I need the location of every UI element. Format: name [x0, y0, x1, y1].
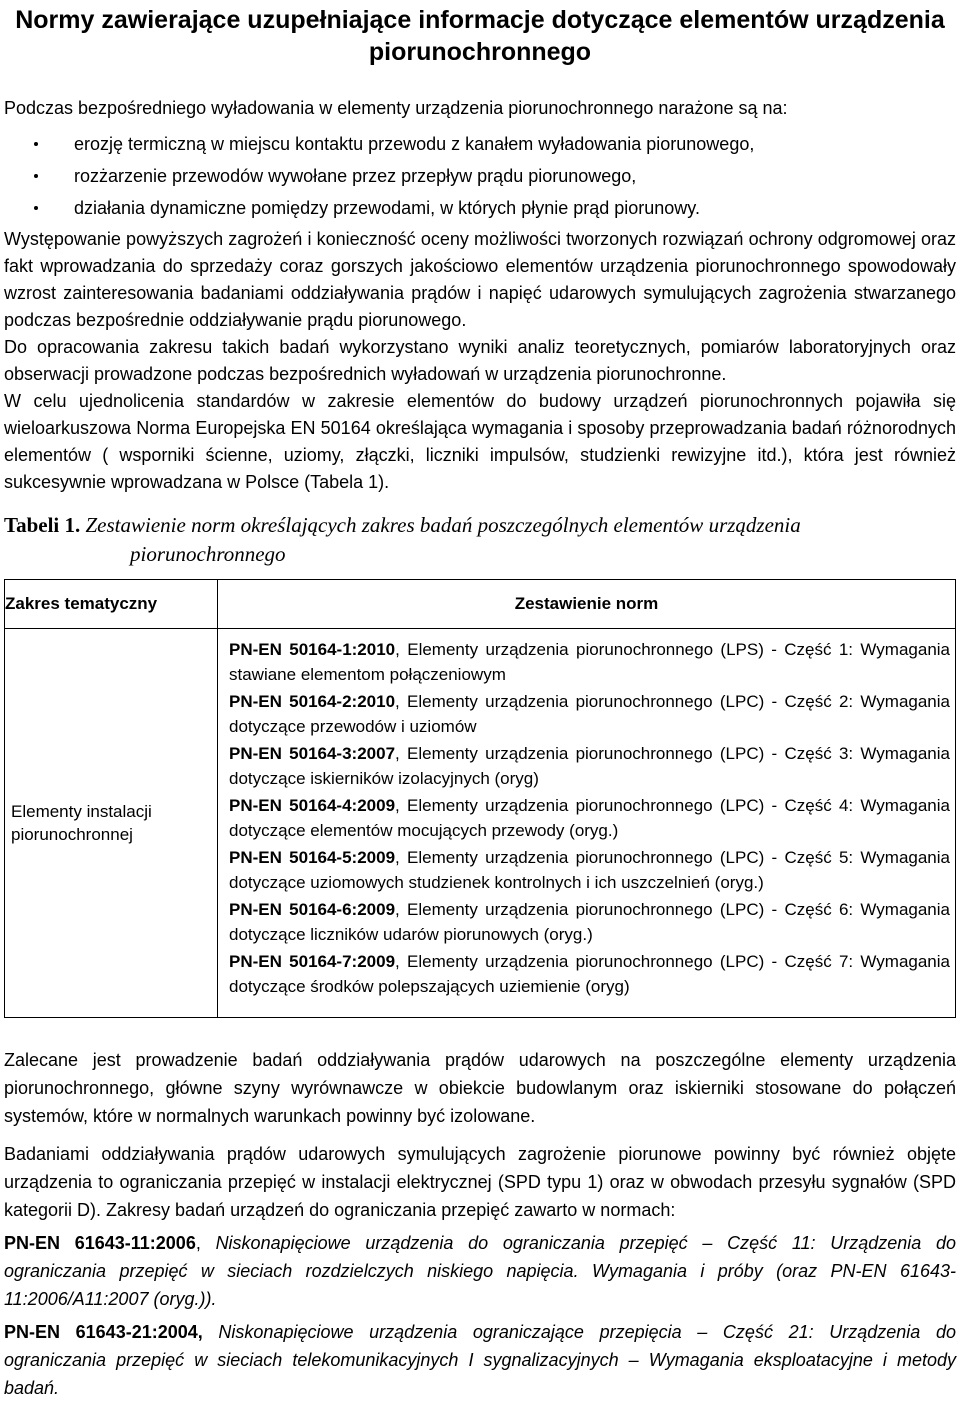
norm-reference-code: PN-EN 61643-21:2004, [4, 1322, 203, 1342]
norm-description: , Elementy urządzenia piorunochronnego (LPC) - Część 4: Wymagania dotyczące elementów mocujących przewody (oryg.) [229, 796, 950, 840]
table-cell-norm-list [218, 629, 956, 1018]
norm-entry [229, 689, 950, 739]
norm-code: PN-EN 50164-4:2009 [229, 796, 396, 815]
norm-reference [4, 1318, 956, 1402]
body-paragraph: Występowanie powyższych zagrożeń i konieczność oceny możliwości tworzonych rozwiązań ochrony odgromowej oraz fakt wprowadzania do sprzedaży coraz gorszych jakościowo elementów urządzenia piorunochronnego spowodowały wzrost zainteresowania badaniami oddziaływania prądów i napięć udarowych symulujących zagrożenia stwarzanego podczas bezpośrednie oddziaływanie prądu piorunowego. [4, 229, 956, 330]
norm-code: PN-EN 50164-5:2009 [229, 848, 396, 867]
body-paragraph: W celu ujednolicenia standardów w zakresie elementów do budowy urządzeń piorunochronnych pojawiła się wieloarkuszowa Norma Europejska EN 50164 określająca wymagania i sposoby przeprowadzania badań różnorodnych elementów ( wsporniki ścienne, uziomy, złączki, liczniki impulsów, studzienki rewizyjne itd.), która jest również sukcesywnie wprowadzana w Polsce (Tabela 1). [4, 391, 956, 492]
table-caption [4, 511, 956, 569]
bullet-item: rozżarzenie przewodów wywołane przez przepływ prądu piorunowego, [4, 160, 956, 192]
body-paragraph: Zalecane jest prowadzenie badań oddziaływania prądów udarowych na poszczególne elementy urządzenia piorunochronnego, główne szyny wyrównawcze w obiekcie budowlanym oraz iskierniki stosowane do połączeń systemów, które w normalnych warunkach powinny być izolowane. [4, 1050, 956, 1126]
norm-entry [229, 949, 950, 999]
norm-description: , Elementy urządzenia piorunochronnego (LPC) - Część 5: Wymagania dotyczące uziomowych studzienek kontrolnych i ich uszczelnień (oryg.) [229, 848, 950, 892]
norm-code: PN-EN 50164-3:2007 [229, 744, 396, 763]
table-header-row [5, 580, 956, 629]
bullet-dot-icon [34, 206, 38, 210]
body-paragraph: Do opracowania zakresu takich badań wykorzystano wyniki analiz teoretycznych, pomiarów laboratoryjnych oraz obserwacji prowadzone podczas bezpośrednich wyładowań w urządzenia piorunochronne. [4, 337, 956, 384]
column-header-topic: Zakres tematyczny [5, 580, 218, 629]
bullet-dot-icon [34, 142, 38, 146]
bullet-item: erozję termiczną w miejscu kontaktu przewodu z kanałem wyładowania piorunowego, [4, 128, 956, 160]
page-title: Normy zawierające uzupełniające informacje dotyczące elementów urządzenia piorunochronnego [15, 6, 945, 66]
bullet-dot-icon [34, 174, 38, 178]
norm-entry [229, 845, 950, 895]
norm-description: , Elementy urządzenia piorunochronnego (LPC) - Część 2: Wymagania dotyczące przewodów i uziomów [229, 692, 950, 736]
norm-reference-description: Niskonapięciowe urządzenia ograniczające przepięcia – Część 21: Urządzenia do ograniczania przepięć w sieciach telekomunikacyjnych I sygnalizacyjnych – Wymagania eksploatacyjne i metody badań. [4, 1322, 956, 1398]
norm-reference-description: Niskonapięciowe urządzenia do ograniczania przepięć – Część 11: Urządzenia do ograniczania przepięć w sieciach rozdzielczych niskiego napięcia. Wymagania i próby (oraz PN-EN 61643-11:2006/A11:2007 (oryg.)). [4, 1233, 956, 1309]
table-caption-text-continued: piorunochronnego [130, 542, 286, 566]
norm-description: , Elementy urządzenia piorunochronnego (LPS) - Część 1: Wymagania stawiane elementom połączeniowym [229, 640, 951, 684]
bullet-list [4, 128, 956, 224]
document-page [4, 0, 956, 1407]
norm-code: PN-EN 50164-1:2010 [229, 640, 396, 659]
norm-code: PN-EN 50164-6:2009 [229, 900, 396, 919]
norm-entry [229, 741, 950, 791]
body-paragraph: Badaniami oddziaływania prądów udarowych symulujących zagrożenie piorunowe powinny być również objęte urządzenia to ograniczania przepięć w instalacji elektrycznej (SPD typu 1) oraz w obwodach przesyłu sygnałów (SPD kategorii D). Zakresy badań urządzeń do ograniczania przepięć zawarto w normach: [4, 1144, 956, 1220]
table-caption-text: Zestawienie norm określających zakres badań poszczególnych elementów urządzenia [85, 513, 801, 537]
norm-reference: PN-EN 61643-11:2006, Niskonapięciowe urządzenia do ograniczania przepięć – Część 11: Urządzenia do ograniczania przepięć w sieciach rozdzielczych niskiego napięcia. Wymagania i próby (oraz PN-EN 61643-11:2006/A11:2007 (oryg.)). [4, 1233, 956, 1309]
norm-description: , Elementy urządzenia piorunochronnego (LPC) - Część 6: Wymagania dotyczące liczników udarów piorunowych (oryg.) [229, 900, 950, 944]
bullet-item: działania dynamiczne pomiędzy przewodami, w których płynie prąd piorunowy. [4, 192, 956, 224]
closing-section [4, 1046, 956, 1402]
norm-reference-code: PN-EN 61643-11:2006 [4, 1233, 196, 1253]
norm-code: PN-EN 50164-2:2010 [229, 692, 396, 711]
table-row [5, 629, 956, 1018]
norm-entry [229, 637, 950, 687]
intro-paragraph: Podczas bezpośredniego wyładowania w elementy urządzenia piorunochronnego narażone są na: [4, 98, 788, 118]
norm-entry [229, 897, 950, 947]
norms-table [4, 579, 956, 1018]
norm-code: PN-EN 50164-7:2009 [229, 952, 396, 971]
norm-entry [229, 793, 950, 843]
norm-description: , Elementy urządzenia piorunochronnego (LPC) - Część 7: Wymagania dotyczące środków polepszających uziemienie (oryg) [229, 952, 950, 996]
table-caption-label: Tabeli 1. [4, 513, 81, 537]
norm-description: , Elementy urządzenia piorunochronnego (LPC) - Część 3: Wymagania dotyczące iskierników izolacyjnych (oryg) [229, 744, 950, 788]
table-cell-category: Elementy instalacji piorunochronnej [5, 629, 218, 1018]
column-header-norms: Zestawienie norm [218, 580, 956, 629]
